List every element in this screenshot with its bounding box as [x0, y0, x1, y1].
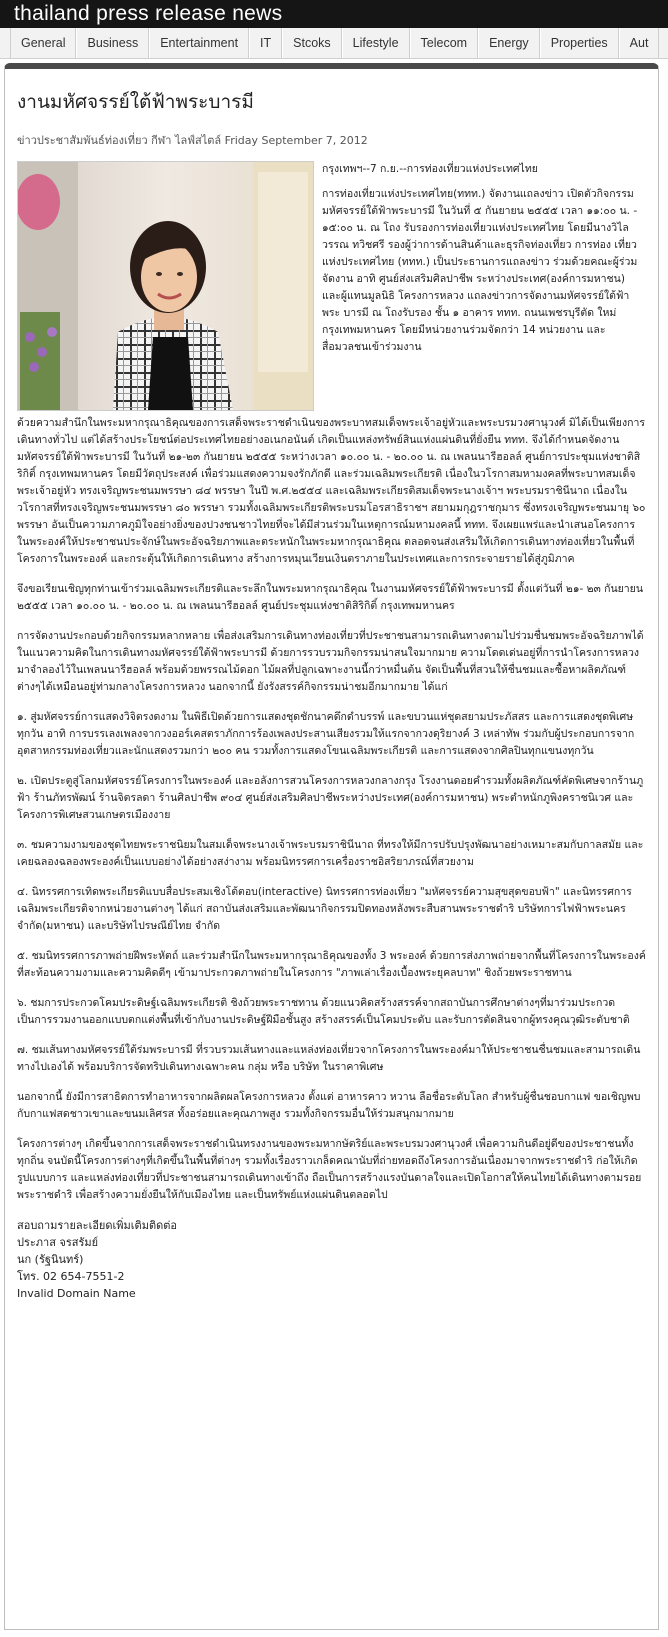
contact-heading: สอบถามรายละเอียดเพิ่มเติมติดต่อ [17, 1219, 177, 1232]
article-paragraph: ๒. เปิดประตูสู่โลกมหัศจรรย์โครงการในพระองค์ และอลังการสวนโครงการหลวงกลางกรุง โรงงานดอยคำรวมทั้งผลิตภัณฑ์คัดพิเศษจากร้านภูฟ้า ร้านภัทรพัฒน์ ร้านจิตรลดา ร้านศิลปาชีพ ๙๐๔ ศูนย์ส่งเสริมศิลปาชีพระหว่างประเทศ(องค์การมหาชน) พระตำหนักภูพิงคราชนิเวศ และโครงการพิเศษสวนเกษตรเมืองงาย [17, 775, 644, 821]
article-paragraph: ๗. ชมเส้นทางมหัศจรรย์ใต้ร่มพระบารมี ที่รวบรวมเส้นทางและแหล่งท่องเที่ยวจากโครงการในพระองค์มาให้ประชาชนชื่นชมและสามารถเดินทางไปเองได้ พร้อมบริการจัดทริปเดินทางเฉพาะคน กลุ่ม หรือ บริษัท ในราคาพิเศษ [17, 1044, 641, 1073]
nav-item-business[interactable]: Business [76, 28, 149, 58]
nav-item-lifestyle[interactable]: Lifestyle [342, 28, 410, 58]
site-title[interactable]: thailand press release news [0, 0, 668, 28]
article-paragraph: จึงขอเรียนเชิญทุกท่านเข้าร่วมเฉลิมพระเกียรติและระลึกในพระมหากรุณาธิคุณ ในงานมหัศจรรย์ใต้ฟ้าพระบารมี ตั้งแต่วันที่ ๒๑- ๒๓ กันยายน ๒๕๕๕ เวลา ๑๐.๐๐ น. - ๒๐.๐๐ น. ณ เพลนนารีฮอลล์ ศูนย์ประชุมแห่งชาติสิริกิติ์ กรุงเทพมหานคร [17, 583, 643, 612]
article-paragraph: โครงการต่างๆ เกิดขึ้นจากการเสด็จพระราชดำเนินทรงงานของพระมหากษัตริย์และพระบรมวงศานุวงศ์ เพื่อความกินดีอยู่ดีของประชาชนทั้งทุกถิ่น จนบัดนี้โครงการต่างๆที่เกิดขึ้นในพื้นที่ต่างๆ รวมทั้งเรื่องราวเกล็ดคณานับที่ถ่ายทอดถึงโครงการอันเนื่องมาจากพระราชดำริ ก่อให้เกิดรูปแบบการ และแหล่งท่องเที่ยวที่ประชาชนสามารถเดินทางเข้าถึง ถือเป็นการสร้างแรงบันดาลใจและเปิดโอกาสให้คนไทยได้เดินทางตามรอยพระราชดำริ เพื่อสร้างความยั่งยืนให้กับเมืองไทย และเป็นทรัพย์แห่งแผ่นดินตลอดไป [17, 1138, 642, 1201]
nav-item-it[interactable]: IT [249, 28, 282, 58]
nav-item-general[interactable]: General [10, 28, 76, 58]
nav-item-auto[interactable]: Aut [619, 28, 660, 58]
nav-item-properties[interactable]: Properties [540, 28, 619, 58]
article-paragraph: ๔. นิทรรศการเทิดพระเกียรติแบบสื่อประสมเชิงโต้ตอบ(interactive) นิทรรศการท่องเที่ยว "มหัศจรรย์ความสุขสุดขอบฟ้า" และนิทรรศการเฉลิมพระเกียรติจากหน่วยงานต่างๆ ได้แก่ สถาบันส่งเสริมและพัฒนากิจกรรมปิดทองหลังพระสืบสานพระราชดำริ บริษัทการไฟฟ้าพระนครจำกัด(มหาชน) และบริษัทไปรษณีย์ไทย จำกัด [17, 886, 632, 932]
category-nav [0, 28, 668, 59]
article-paragraph: ด้วยความสำนึกในพระมหากรุณาธิคุณของการเสด็จพระราชดำเนินของพระบาทสมเด็จพระเจ้าอยู่หัวและพระบรมวงศานุวงศ์ มิได้เป็นเพียงการเดินทางทั่วไป แต่ได้สร้างประโยชน์ต่อประเทศไทยอย่างอเนกอนันต์ เกิดเป็นแหล่งทรัพย์สินแห่งแผ่นดินที่ยั่งยืน ททท. จึงได้กำหนดจัดงานมหัศจรรย์ใต้ฟ้าพระบารมี ในวันที่ ๒๑-๒๓ กันยายน ๒๕๕๕ ระหว่างเวลา ๑๐.๐๐ น. - ๒๐.๐๐ น. ณ เพลนนารีฮอลล์ ศูนย์การประชุมแห่งชาติสิริกิติ์ กรุงเทพมหานคร โดยมีวัตถุประสงค์ เพื่อร่วมแสดงความจงรักภักดี และร่วมเฉลิมพระเกียรติ เนื่องในวโรกาสมหามงคลที่พระบาทสมเด็จพระเจ้าอยู่หัว ทรงเจริญพระชนมพรรษา ๘๔ พรรษา ในปี พ.ศ.๒๕๕๔ และเฉลิมพระเกียรติสมเด็จพระนางเจ้าฯ พระบรมราชินีนาถ เนื่องในวโรกาสที่ทรงเจริญพระชนมพรรษา ๘๐ พรรษา รวมทั้งเฉลิมพระเกียรติพระบรมโอรสาธิราชฯ สยามมกุฎราชกุมาร ซึ่งทรงเจริญพระชนมายุ ๖๐ พรรษา อันเป็นความภาคภูมิใจอย่างยิ่งของปวงชนชาวไทยที่จะได้มีส่วนร่วมในเหตุการณ์มหามงคลนี้ ททท. จึงเผยแพร่และนำเสนอโครงการในพระองค์ให้ประชาชนประจักษ์ในพระอัจฉริยภาพและตระหนักในพระมหากรุณาธิคุณ ตลอดจนส่งเสริมให้เกิดการเดินทางท่องเที่ยวในพื้นที่โครงการในพระองค์ และกระตุ้นให้เกิดการเดินทาง สร้างการหมุนเวียนเงินตราภายในประเทศและการกระจายรายได้สู่ภูมิภาค [17, 417, 646, 565]
article-photo [17, 161, 314, 411]
nav-item-entertainment[interactable]: Entertainment [149, 28, 249, 58]
article-categories[interactable]: ข่าวประชาสัมพันธ์ท่องเที่ยว กีฬา ไลฟ์สไตล์ [17, 134, 222, 147]
article-paragraph: ๕. ชมนิทรรศการภาพถ่ายฝีพระหัตถ์ และร่วมสำนึกในพระมหากรุณาธิคุณของทั้ง 3 พระองค์ ด้วยการส่งภาพถ่ายจากพื้นที่โครงการในพระองค์ ที่สะท้อนความงามและความคิดดีๆ เข้ามาประกวดภาพถ่ายในโครงการ "ภาพเล่าเรื่องเบื้องพระยุคลบาท" ชิงถ้วยพระราชทาน [17, 950, 646, 979]
nav-item-telecom[interactable]: Telecom [410, 28, 479, 58]
article-content [5, 69, 658, 1302]
contact-name: นก (รัฐนินทร์) [17, 1253, 84, 1266]
contact-phone: โทร. 02 654-7551-2 [17, 1270, 125, 1283]
contact-block [17, 1217, 646, 1302]
article-meta [17, 131, 646, 149]
article-paragraph: ๑. สู่มหัศจรรย์การแสดงวิจิตรงดงาม ในพิธีเปิดด้วยการแสดงชุดชักนาคดึกดำบรรพ์ และขบวนแห่ชุดสยามประภัสสร และการแสดงชุดพิเศษทุกวัน อาทิ การบรรเลงเพลงจากวงออร์เคสตราภักการร้องเพลงประสานเสียงรวมให้แรกจากวงดุริยางค์ 3 เหล่าทัพ ร่วมกับผู้ประกอบการจากอุตสาหกรรมท่องเที่ยวและนักแสดงรวมกว่า ๒๐๐ คน รวมทั้งการแสดงโขนเฉลิมพระเกียรติ และการแสดงจากศิลปินทุกแขนงทุกวัน [17, 711, 635, 757]
article-paragraph: การท่องเที่ยวแห่งประเทศไทย(ททท.) จัดงานแถลงข่าว เปิดตัวกิจกรรมมหัศจรรย์ใต้ฟ้าพระบารมี ในวันที่ ๕ กันยายน ๒๕๕๕ เวลา ๑๑:๐๐ น. - ๑๕:๐๐ น. ณ โถง รับรองการท่องเที่ยวแห่งประเทศไทย โดยมีนางวิไลวรรณ ทวิชศรี รองผู้ว่าการด้านสินค้าและธุรกิจท่องเที่ยว การท่อง เที่ยวแห่งประเทศไทย (ททท.) เป็นประธานการแถลงข่าว ร่วมด้วยคณะผู้ร่วมจัดงาน อาทิ ศูนย์ส่งเสริมศิลปาชีพ ระหว่างประเทศ(องค์การมหาชน) และผู้แทนมูลนิธิ โครงการหลวง แถลงข่าวการจัดงานมหัศจรรย์ใต้ฟ้าพระ บารมี ณ โถงรับรอง ชั้น ๑ อาคาร ททท. ถนนเพชรบุรีตัด ใหม่ กรุงเทพมหานคร โดยมีหน่วยงานร่วมจัดกว่า 14 หน่วยงาน และสื่อมวลชนเข้าร่วมงาน [322, 188, 638, 353]
article-paragraph: นอกจากนี้ ยังมีการสาธิตการทำอาหารจากผลิตผลโครงการหลวง ตั้งแต่ อาหารคาว หวาน ลือชื่อระดับโลก สำหรับผู้ชื่นชอบกาแฟ ขอเชิญพบกับกาแฟสดชาวเขาและขนมเลิศรส ทั้งอร่อยและคุณภาพสูง รวมทั้งกิจกรรมอื่นให้ร่วมสนุกมากมาย [17, 1091, 641, 1120]
article-dateline: กรุงเทพฯ--7 ก.ย.--การท่องเที่ยวแห่งประเทศไทย [322, 163, 538, 175]
article-paragraph: ๖. ชมการประกวดโคมประดิษฐ์เฉลิมพระเกียรติ ชิงถ้วยพระราชทาน ด้วยแนวคิดสร้างสรรค์จากสถาบันการศึกษาต่างๆที่มาร่วมประกวด เป็นการรวมงานออกแบบตกแต่งพื้นที่เข้ากับงานประดิษฐ์ฝีมือชั้นสูง สร้างสรรค์เป็นโคมประดับ และรับการตัดสินจากผู้ทรงคุณวุฒิระดับชาติ [17, 997, 630, 1026]
contact-name: ประภาส จรสรัมย์ [17, 1236, 99, 1249]
article-paragraph: การจัดงานประกอบด้วยกิจกรรมหลากหลาย เพื่อส่งเสริมการเดินทางท่องเที่ยวที่ประชาชนสามารถเดินทางตามไปร่วมชื่นชมพระอัจฉริยภาพได้ ในแนวความคิดในการเดินทางมหัศจรรย์ใต้ฟ้าพระบารมี ด้วยการรวบรวมกิจกรรมน่าสนใจมากมาย ความโดดเด่นอยู่ที่การนำโครงการหลวงมาจำลองไว้ในเพลนนารีฮอลล์ พร้อมด้วยพรรณไม้ดอก ไม้ผลที่ปลูกเฉพาะงานนี้กว่าหมื่นต้น จัดเป็นพื้นที่สวนให้ชื่นชมและซื้อหาผลิตภัณฑ์ต่างๆได้เหมือนอยู่ท่ามกลางโครงการหลวง นอกจากนี้ ยังรังสรรค์กิจกรรมน่าชมอีกมากมาย ได้แก่ [17, 630, 644, 693]
article-paragraph: ๓. ชมความงามของชุดไทยพระราชนิยมในสมเด็จพระนางเจ้าพระบรมราชินีนาถ ที่ทรงให้มีการปรับปรุงพัฒนาอย่างเหมาะสมกับกาลสมัย และเคยฉลองฉลองพระองค์เป็นแบบอย่างได้อย่างสง่างาม พร้อมนิทรรศการเครื่องราชอิสริยาภรณ์ที่สวยงาม [17, 839, 644, 868]
contact-email[interactable]: Invalid Domain Name [17, 1287, 136, 1300]
nav-item-stocks[interactable]: Stcoks [282, 28, 342, 58]
article-date: Friday September 7, 2012 [224, 134, 368, 147]
article-title: งานมหัศจรรย์ใต้ฟ้าพระบารมี [17, 91, 254, 113]
article-frame [4, 63, 659, 1630]
portrait-image [18, 162, 313, 410]
nav-item-energy[interactable]: Energy [478, 28, 540, 58]
